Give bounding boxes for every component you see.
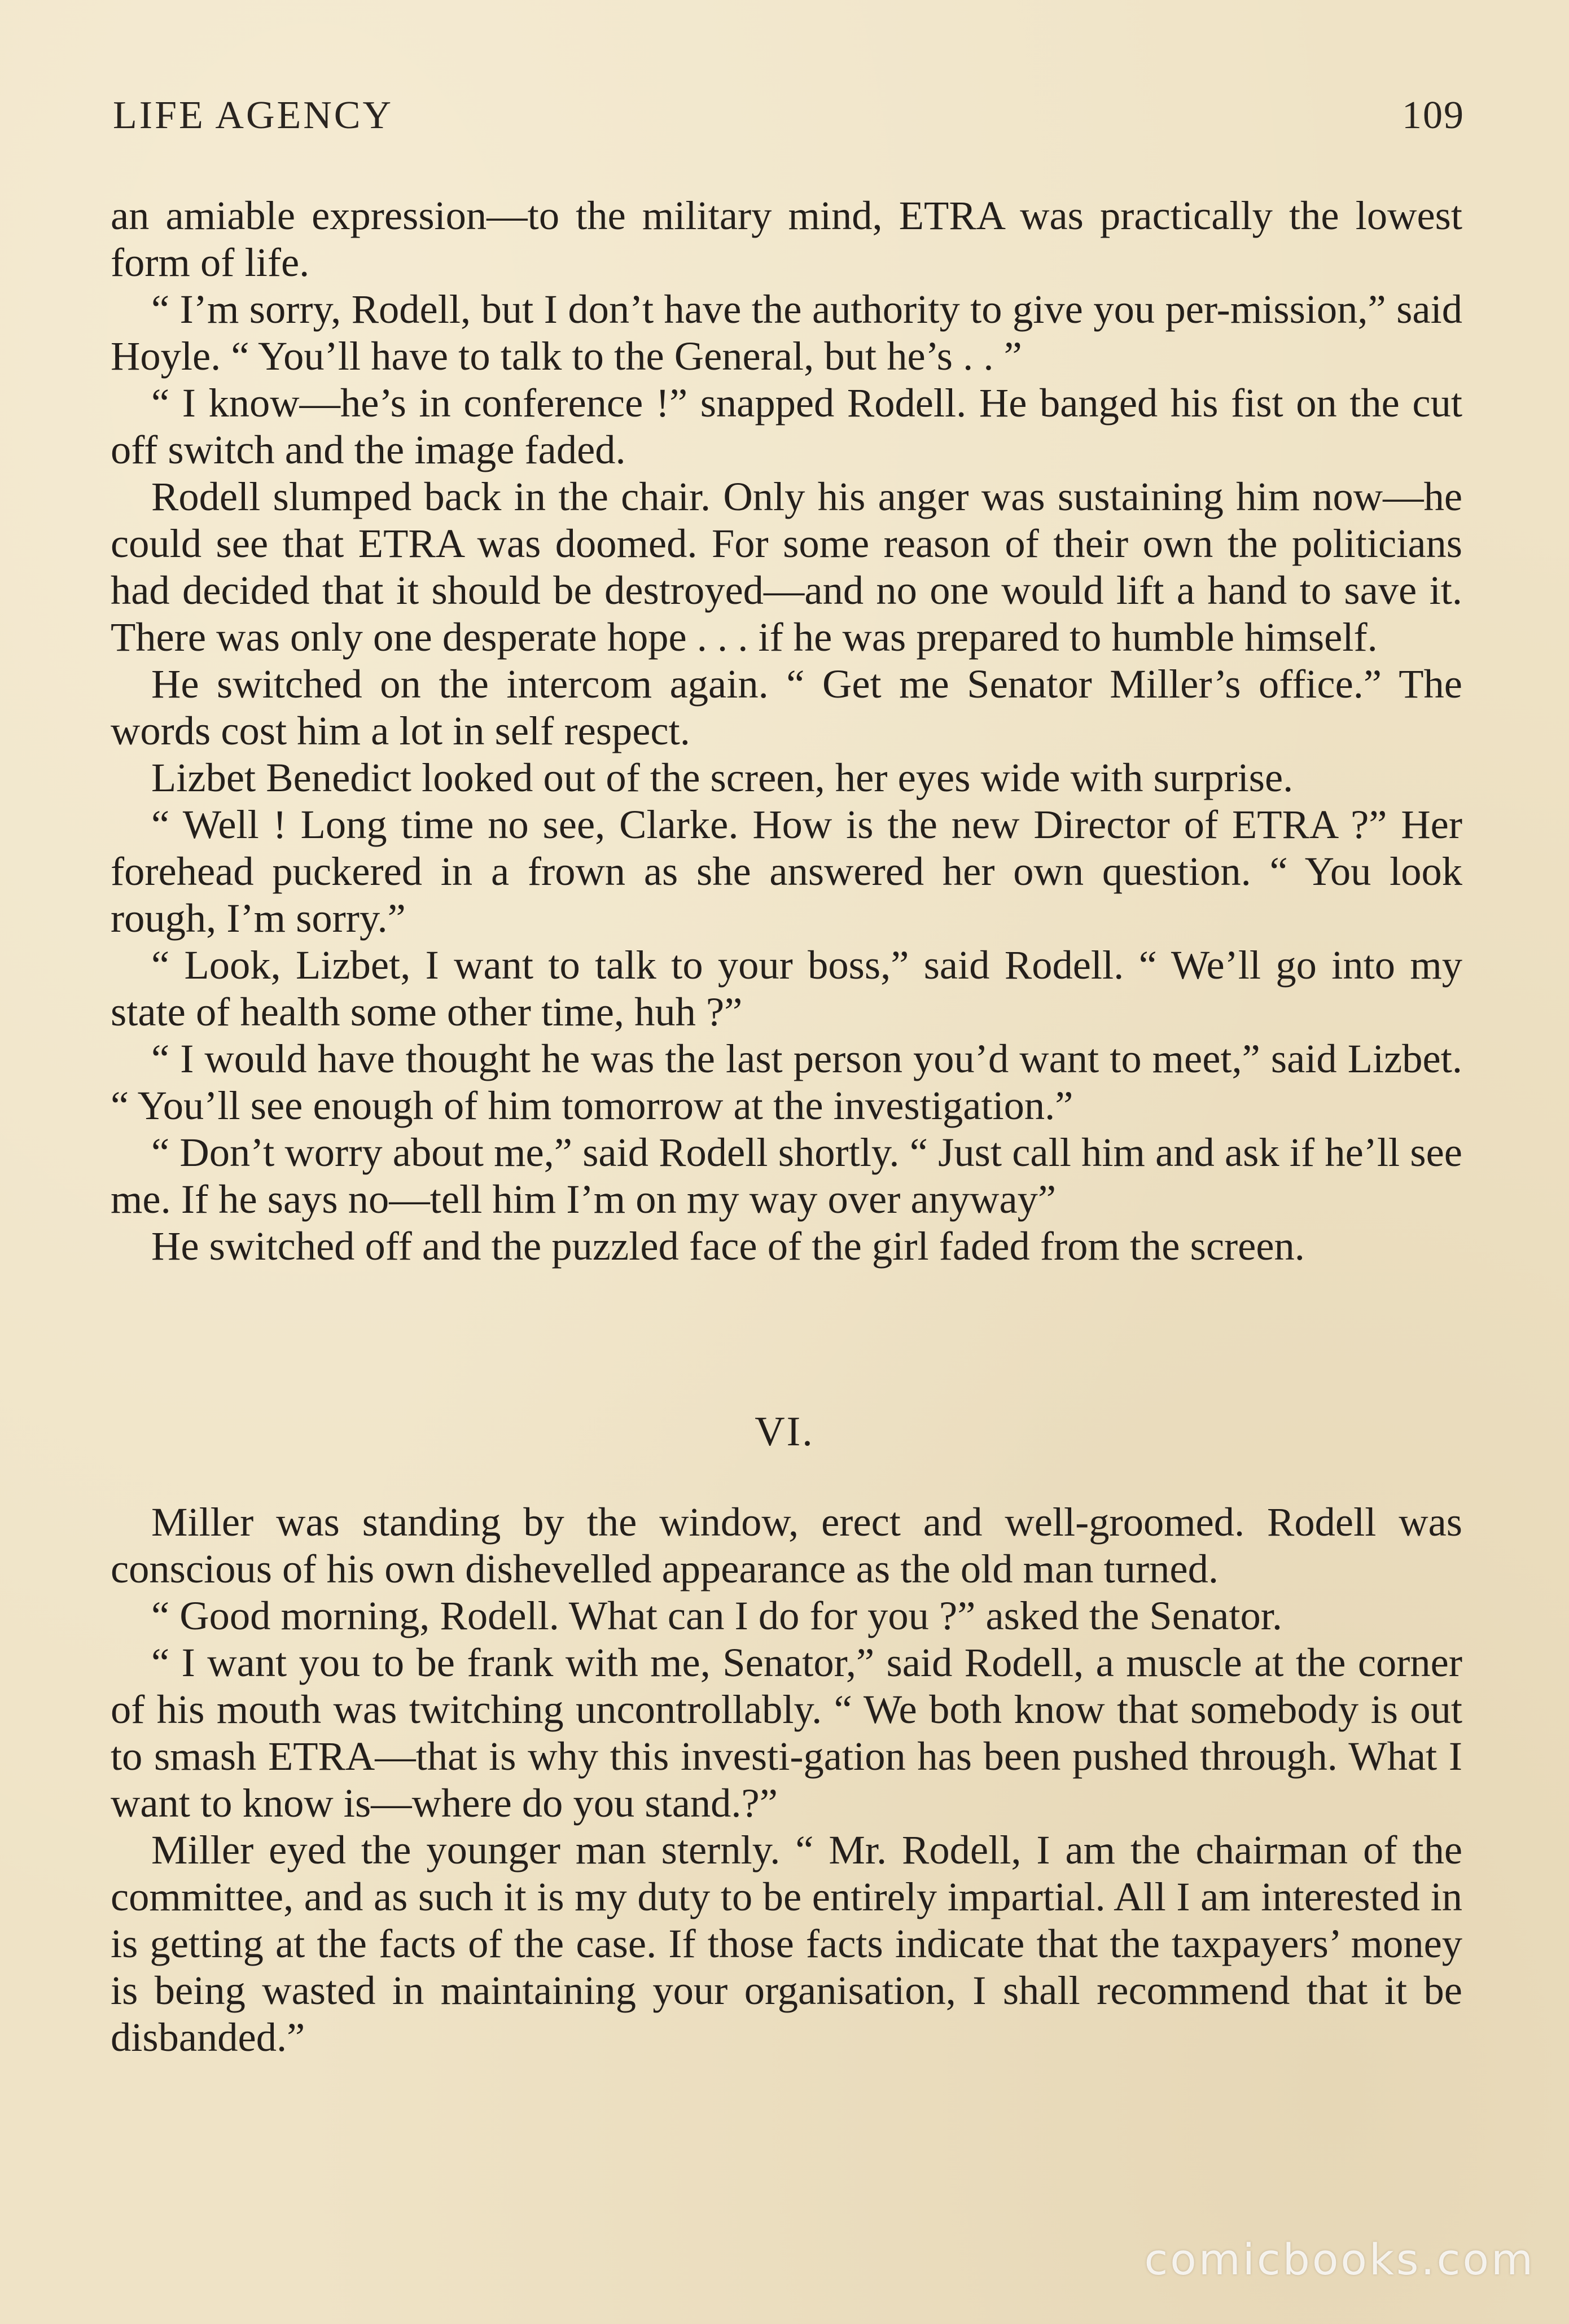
paragraph: He switched on the intercom again. “ Get me Senator Miller’s office.” The words cost him a lot in self respect. xyxy=(111,661,1462,753)
paragraph: “ I want you to be frank with me, Senator,” said Rodell, a muscle at the corner of his mouth was twitching uncontrollably. “ We both know that somebody is out to smash ETRA—that is why this investi-gation has been pushed through. What I want to know is—where do you stand.?” xyxy=(111,1639,1462,1826)
watermark: comicbooks.com xyxy=(1144,2234,1535,2284)
paragraph: an amiable expression—to the military mind, ETRA was practically the lowest form of life. xyxy=(111,192,1462,285)
paragraph: “ I would have thought he was the last person you’d want to meet,” said Lizbet. “ You’ll see enough of him tomorrow at the investigation.” xyxy=(111,1036,1462,1128)
paragraph: Rodell slumped back in the chair. Only his anger was sustaining him now—he could see that ETRA was doomed. For some reason of their own the politicians had decided that it should be destroyed—and no one would lift a hand to save it. There was only one desperate hope . . . if he was prepared to humble himself. xyxy=(111,473,1462,660)
running-title: LIFE AGENCY xyxy=(113,94,394,137)
paragraph: “ Look, Lizbet, I want to talk to your boss,” said Rodell. “ We’ll go into my state of health some other time, huh ?” xyxy=(111,942,1462,1034)
paragraph: “ I know—he’s in conference !” snapped Rodell. He banged his fist on the cut off switch and the image faded. xyxy=(111,380,1462,472)
paragraph: “ Good morning, Rodell. What can I do for you ?” asked the Senator. xyxy=(151,1593,1282,1638)
paragraph: “ Well ! Long time no see, Clarke. How is the new Director of ETRA ?” Her forehead puckered in a frown as she answered her own question. “ You look rough, I’m sorry.” xyxy=(111,801,1462,941)
paragraph: “ Don’t worry about me,” said Rodell shortly. “ Just call him and ask if he’ll see me. If he says no—tell him I’m on my way over anyway” xyxy=(111,1129,1462,1222)
paragraph: He switched off and the puzzled face of the girl faded from the screen. xyxy=(151,1223,1305,1269)
section-heading: VI. xyxy=(755,1409,814,1455)
paragraph: Miller was standing by the window, erect and well-groomed. Rodell was conscious of his own dishevelled appearance as the old man turned. xyxy=(111,1499,1462,1591)
paragraph: Miller eyed the younger man sternly. “ Mr. Rodell, I am the chairman of the committee, and as such it is my duty to be entirely impartial. All I am interested in is getting at the facts of the case. If those facts indicate that the taxpayers’ money is being wasted in maintaining your organisation, I shall recommend that it be disbanded.” xyxy=(111,1827,1462,2060)
paragraph: Lizbet Benedict looked out of the screen, her eyes wide with surprise. xyxy=(151,755,1294,800)
body-text-after-section xyxy=(111,1498,1462,2060)
body-text-before-section xyxy=(111,192,1462,1269)
running-head xyxy=(113,93,1465,155)
paragraph: “ I’m sorry, Rodell, but I don’t have the authority to give you per-mission,” said Hoyle. “ You’ll have to talk to the General, but he’s . . ” xyxy=(111,286,1462,379)
page-number: 109 xyxy=(1402,94,1465,137)
